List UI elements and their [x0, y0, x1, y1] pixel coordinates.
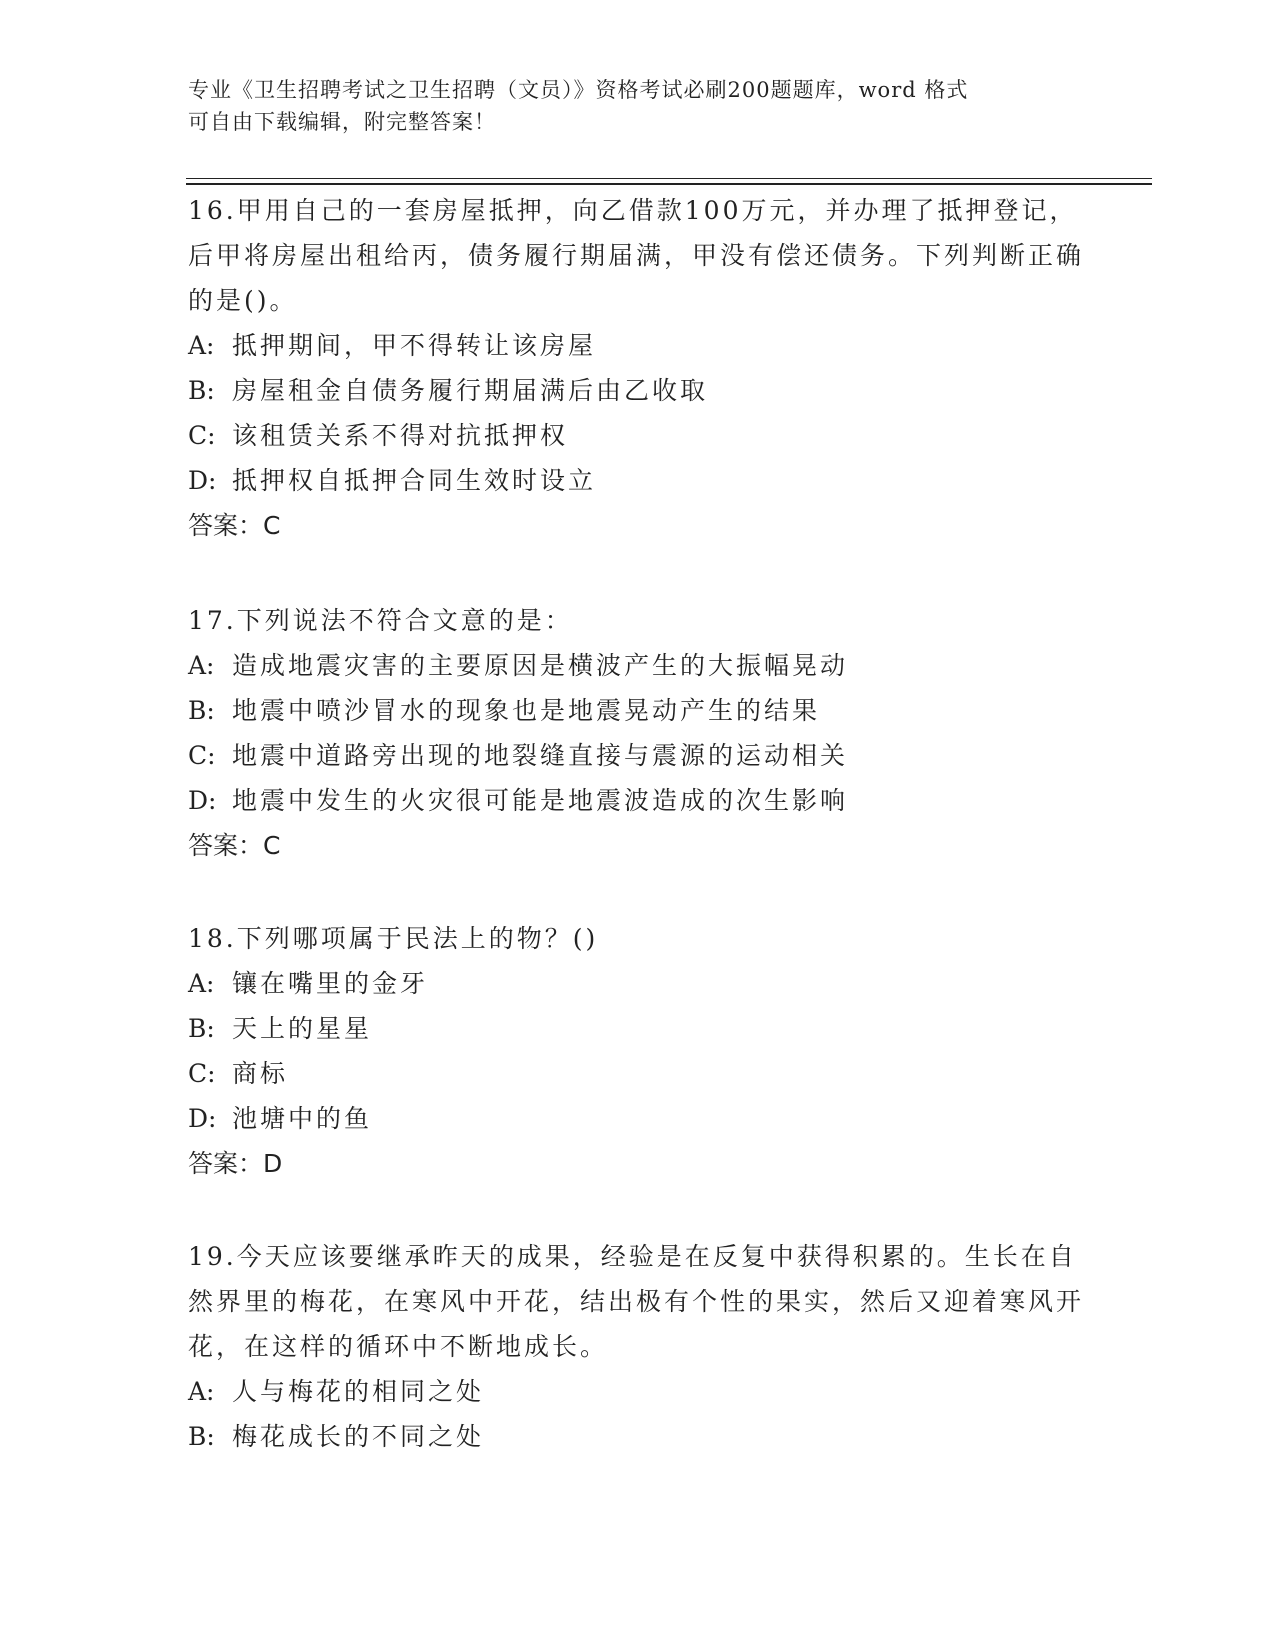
- answer: 答案：D: [188, 1149, 283, 1178]
- option-b: B: 梅花成长的不同之处: [188, 1422, 485, 1451]
- answer: 答案：C: [188, 831, 281, 860]
- option-a: A: 抵押期间，甲不得转让该房屋: [188, 331, 597, 360]
- option-c: C: 该租赁关系不得对抗抵押权: [188, 421, 569, 450]
- question-stem: 18.下列哪项属于民法上的物？(): [188, 924, 599, 953]
- header-line-1: 专业《卫生招聘考试之卫生招聘（文员）》资格考试必刷200题题库，word 格式: [188, 78, 969, 102]
- option-d: D: 抵押权自抵押合同生效时设立: [188, 466, 597, 495]
- option-c: C: 商标: [188, 1059, 289, 1088]
- option-b: B: 地震中喷沙冒水的现象也是地震晃动产生的结果: [188, 696, 821, 725]
- question-17: [188, 598, 1088, 868]
- question-19: [188, 1234, 1088, 1459]
- document-header: [188, 74, 1088, 138]
- header-divider-thin: [186, 178, 1152, 179]
- question-stem: 19.今天应该要继承昨天的成果，经验是在反复中获得积累的。生长在自然界里的梅花，在寒风中开花，结出极有个性的果实，然后又迎着寒风开花，在这样的循环中不断地成长。: [188, 1242, 1085, 1361]
- answer: 答案：C: [188, 511, 281, 540]
- question-16: [188, 188, 1088, 548]
- question-stem: 17.下列说法不符合文意的是：: [188, 606, 573, 635]
- option-c: C: 地震中道路旁出现的地裂缝直接与震源的运动相关: [188, 741, 849, 770]
- option-b: B: 天上的星星: [188, 1014, 373, 1043]
- option-a: A: 造成地震灾害的主要原因是横波产生的大振幅晃动: [188, 651, 849, 680]
- header-line-2: 可自由下载编辑，附完整答案！: [188, 110, 496, 134]
- option-a: A: 人与梅花的相同之处: [188, 1377, 485, 1406]
- question-stem: 16.甲用自己的一套房屋抵押，向乙借款100万元，并办理了抵押登记，后甲将房屋出租给丙，债务履行期届满，甲没有偿还债务。下列判断正确的是()。: [188, 196, 1085, 315]
- header-divider-thick: [186, 183, 1152, 185]
- question-18: [188, 916, 1088, 1186]
- option-a: A: 镶在嘴里的金牙: [188, 969, 429, 998]
- option-d: D: 池塘中的鱼: [188, 1104, 373, 1133]
- option-d: D: 地震中发生的火灾很可能是地震波造成的次生影响: [188, 786, 849, 815]
- option-b: B: 房屋租金自债务履行期届满后由乙收取: [188, 376, 709, 405]
